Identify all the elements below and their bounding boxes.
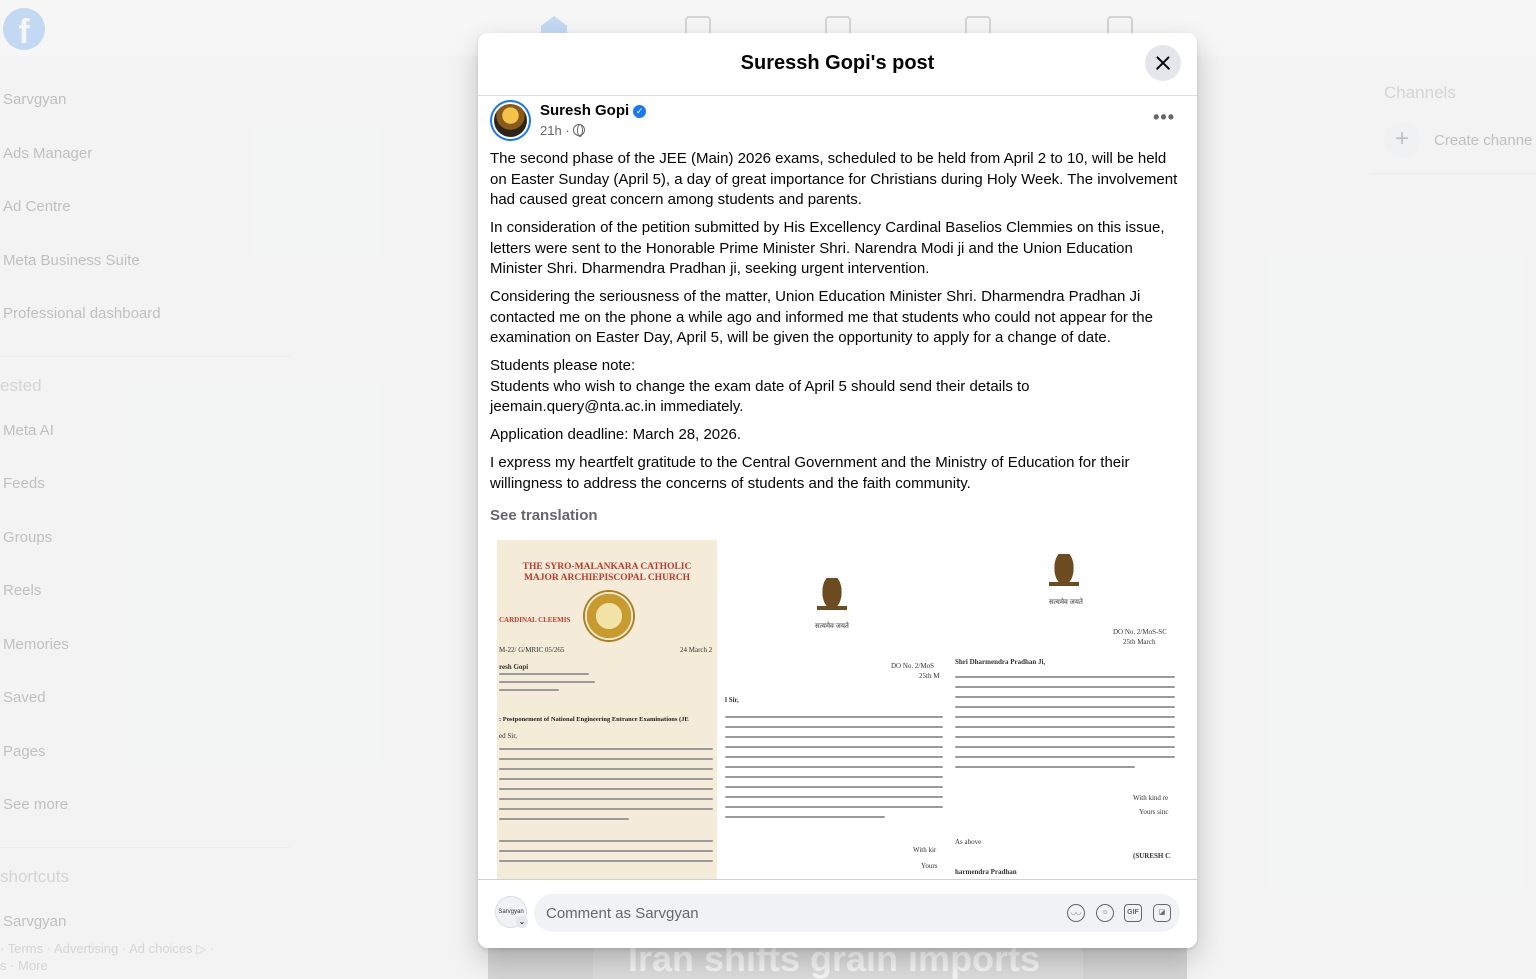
text-line (499, 860, 713, 862)
church-seal-icon (583, 590, 635, 642)
post-timestamp[interactable]: 21h (540, 123, 562, 138)
post-images (497, 540, 1178, 879)
text-line (499, 758, 713, 760)
author-avatar[interactable] (490, 100, 531, 141)
post-paragraph: Considering the seriousness of the matter, Union Education Minister Shri. Dharmendra Pradhan Ji contacted me on the phone a while ago and informed me that students who could not appear for the examination on Easter Day, April 5, will be given the opportunity to apply for a change of date. (490, 288, 1153, 346)
cardinal-name: CARDINAL CLEEMIS (499, 616, 571, 624)
author-name[interactable]: Suresh Gopi (540, 102, 630, 119)
sticker-icon[interactable]: ◪ (1153, 904, 1171, 922)
gif-icon[interactable]: GIF (1124, 904, 1142, 922)
post-text (490, 149, 1180, 502)
author-photo (494, 104, 527, 137)
letter-ref: M-22/ G/MRIC 05/265 (499, 646, 565, 654)
letter-closing: With kir (913, 846, 937, 854)
letter-subject: : Postponement of National Engineering Entrance Examinations (JE (499, 716, 689, 723)
letter-closing-2: Yours (921, 862, 938, 870)
text-line (955, 756, 1175, 758)
text-line (955, 726, 1175, 728)
letter-salutation: l Sir, (725, 696, 739, 704)
text-line (499, 798, 713, 800)
text-line (725, 736, 943, 738)
letter-date: 25th March (1123, 638, 1156, 646)
church-title-line-1: THE SYRO-MALANKARA CATHOLIC (522, 562, 692, 572)
text-line (499, 840, 713, 842)
dialog-title: Suressh Gopi's post (740, 52, 935, 74)
chevron-down-icon[interactable]: ⌄ (516, 916, 528, 928)
text-line (725, 816, 885, 818)
post-dialog (478, 33, 1197, 948)
national-emblem-icon (817, 578, 847, 618)
post-content (478, 97, 1197, 879)
text-line (725, 786, 943, 788)
text-line (955, 746, 1175, 748)
letter-date: 24 March 2 (680, 646, 713, 654)
globe-icon (573, 124, 585, 136)
text-line (725, 756, 943, 758)
text-line (725, 806, 943, 808)
text-line (499, 748, 713, 750)
text-line (955, 686, 1175, 688)
letter-closing: With kind re (1133, 794, 1169, 802)
emblem-caption: सत्यमेव जयते (1049, 598, 1083, 606)
letter-recipient: resh Gopi (499, 663, 529, 671)
text-line (955, 676, 1175, 678)
text-line (499, 681, 595, 683)
text-line (725, 716, 943, 718)
letter-salutation: ed Sir, (499, 732, 517, 740)
text-line (499, 768, 713, 770)
letter-ref: DO No. 2/MoS (891, 662, 934, 670)
letter-ref: DO No. 2/MoS-SC (1113, 628, 1167, 636)
letter-salutation: Shri Dharmendra Pradhan Ji, (955, 658, 1046, 666)
church-title-line-2: MAJOR ARCHIEPISCOPAL CHURCH (523, 573, 691, 583)
more-options-icon[interactable]: ••• (1153, 107, 1175, 127)
text-line (499, 673, 589, 675)
letter-recipient-name: harmendra Pradhan (955, 868, 1017, 876)
comment-composer (478, 879, 1197, 948)
post-paragraph: I express my heartfelt gratitude to the Central Government and the Ministry of Education for their willingness to address the concerns of students and the faith community. (490, 454, 1130, 492)
text-line (499, 689, 559, 691)
post-author-row: Suresh Gopi ✓ 21h · ••• (490, 99, 1185, 143)
letter-date: 25th M (919, 672, 940, 680)
text-line (725, 726, 943, 728)
text-line (499, 818, 629, 820)
post-paragraph: Application deadline: March 28, 2026. (490, 426, 742, 443)
post-paragraph: Students who wish to change the exam date of April 5 should send their details to jeemain.query@nta.ac.in immediately. (490, 377, 1030, 415)
text-line (725, 776, 943, 778)
text-line (725, 746, 943, 748)
letter-image-church[interactable] (497, 540, 717, 879)
post-paragraph: In consideration of the petition submitted by His Excellency Cardinal Baselios Clemmies on this issue, letters were sent to the Honorable Prime Minister Shri. Narendra Modi ji and the Union Education Minister Shri. Dharmendra Pradhan ji, seeking urgent intervention. (490, 219, 1165, 277)
post-paragraph: Students please note: (490, 357, 636, 374)
emblem-caption: सत्यमेव जयते (815, 622, 849, 630)
text-line (955, 716, 1175, 718)
letter-enclosure: As above (955, 838, 982, 846)
post-paragraph: The second phase of the JEE (Main) 2026 exams, scheduled to be held from April 2 to 10, will be held on Easter Sunday (April 5), a day of great importance for Christians during Holy Week. The involvement had caused great concern among students and parents. (490, 150, 1178, 208)
text-line (499, 778, 713, 780)
text-line (499, 788, 713, 790)
dialog-header (478, 33, 1197, 96)
avatar-sticker-icon[interactable]: ◡◡ (1067, 904, 1085, 922)
letter-image-ministry-1[interactable] (725, 540, 947, 879)
text-line (499, 850, 713, 852)
text-line (725, 766, 943, 768)
text-line (725, 796, 943, 798)
text-line (955, 766, 1135, 768)
text-line (955, 696, 1175, 698)
close-button[interactable] (1145, 45, 1181, 81)
text-line (499, 808, 713, 810)
text-line (955, 736, 1175, 738)
letter-image-ministry-2[interactable] (955, 540, 1178, 879)
letter-closing-2: Yours sinc (1139, 808, 1169, 816)
commenter-avatar[interactable]: Sarvgyan (495, 896, 527, 928)
verified-badge-icon: ✓ (633, 105, 646, 118)
national-emblem-icon (1049, 554, 1079, 594)
see-translation-link[interactable]: See translation (490, 507, 598, 524)
letter-signatory: (SURESH C (1133, 852, 1171, 860)
text-line (955, 706, 1175, 708)
emoji-icon[interactable]: ☺ (1096, 904, 1114, 922)
